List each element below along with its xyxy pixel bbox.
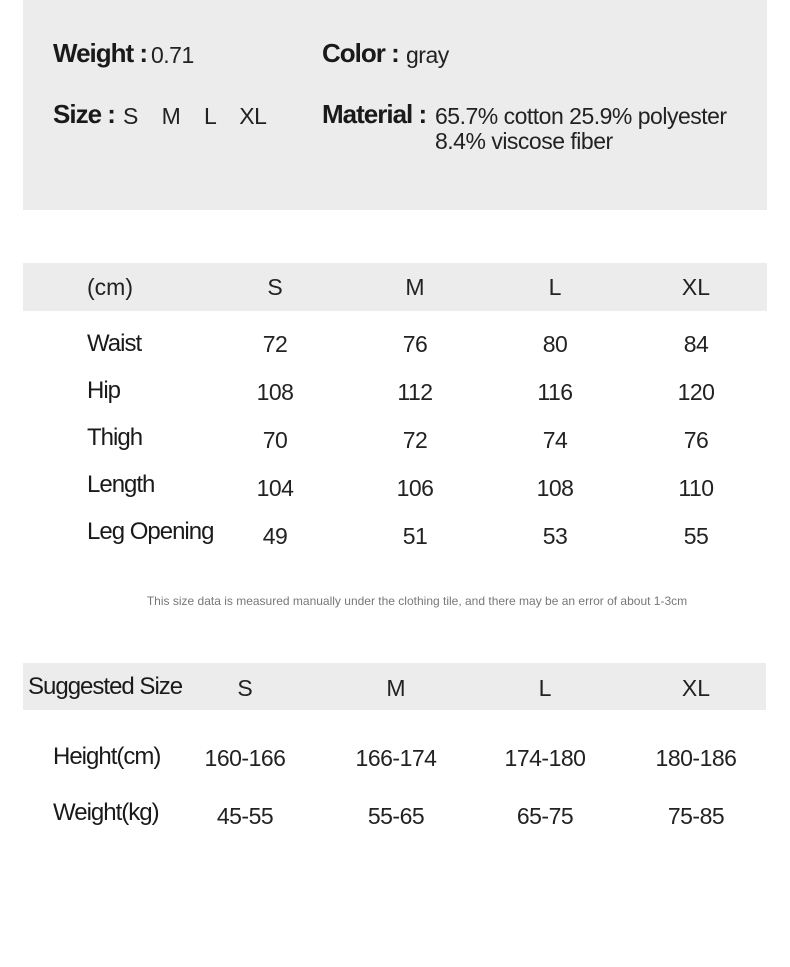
table-cell: 180-186 [655, 745, 737, 771]
table-cell: 166-174 [355, 745, 437, 771]
table-cell: 174-180 [504, 745, 586, 771]
table-cell: 108 [536, 475, 574, 501]
table-cell: 106 [396, 475, 434, 501]
table-cell: 116 [537, 379, 573, 405]
table-cell: 45-55 [216, 803, 274, 829]
table-cell: 75-85 [667, 803, 725, 829]
suggest-header-l: L [538, 675, 552, 701]
table-cell: 65-75 [516, 803, 574, 829]
suggest-header-m: M [386, 675, 406, 701]
measurement-note: This size data is measured manually under the clothing tile, and there may be an error of about 1-3cm [146, 594, 688, 608]
row-label-thigh: Thigh [87, 424, 143, 451]
size-header-m: M [405, 274, 425, 300]
table-cell: 70 [262, 427, 288, 453]
row-label-weight: Weight(kg) [53, 799, 159, 826]
material-value: 65.7% cotton 25.9% polyester 8.4% viscose fiber [435, 103, 727, 154]
table-cell: 55-65 [367, 803, 425, 829]
size-table-unit-header: (cm) [87, 274, 133, 300]
table-cell: 120 [677, 379, 715, 405]
table-cell: 74 [542, 427, 568, 453]
size-value: S M L XL [123, 103, 267, 129]
table-cell: 55 [683, 523, 709, 549]
row-label-waist: Waist [87, 330, 142, 357]
table-cell: 72 [262, 331, 288, 357]
table-cell: 76 [402, 331, 428, 357]
size-header-xl: XL [681, 274, 711, 300]
weight-label: Weight : [53, 38, 148, 68]
row-label-leg-opening: Leg Opening [87, 518, 214, 545]
table-cell: 49 [262, 523, 288, 549]
table-cell: 104 [256, 475, 294, 501]
suggest-header-xl: XL [681, 675, 711, 701]
weight-value: 0.71 [151, 42, 194, 68]
material-label: Material : [322, 99, 427, 129]
color-value: gray [406, 42, 449, 68]
suggested-size-title: Suggested Size [28, 673, 183, 700]
table-cell: 72 [402, 427, 428, 453]
table-cell: 53 [542, 523, 568, 549]
table-cell: 108 [256, 379, 294, 405]
row-label-height: Height(cm) [53, 743, 161, 770]
color-label: Color : [322, 38, 399, 68]
table-cell: 84 [683, 331, 709, 357]
row-label-hip: Hip [87, 377, 121, 404]
size-header-l: L [548, 274, 562, 300]
size-header-s: S [267, 274, 283, 300]
size-label: Size : [53, 99, 115, 129]
table-cell: 80 [542, 331, 568, 357]
size-table-header [23, 263, 767, 311]
row-label-length: Length [87, 471, 155, 498]
table-cell: 76 [683, 427, 709, 453]
table-cell: 160-166 [204, 745, 286, 771]
suggest-header-s: S [237, 675, 253, 701]
table-cell: 51 [402, 523, 428, 549]
table-cell: 110 [678, 475, 714, 501]
table-cell: 112 [397, 379, 433, 405]
